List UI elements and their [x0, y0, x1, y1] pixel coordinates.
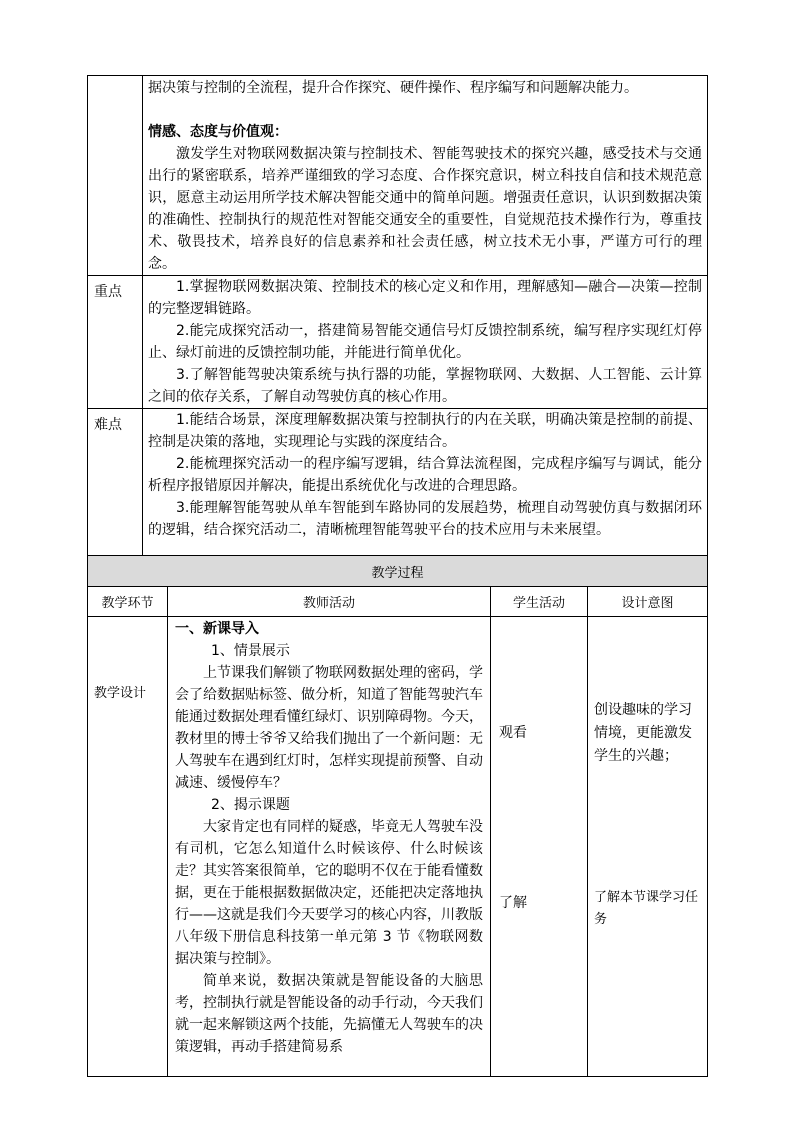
column-header-teacher: 教师活动: [168, 587, 491, 617]
difficult-point-item: 3.能理解智能驾驶从单车智能到车路协同的发展趋势，梳理自动驾驶仿真与数据闭环的逻辑，结合探究活动二，清晰梳理智能驾驶平台的技术应用与未来展望。: [148, 500, 702, 538]
teacher-paragraph: 简单来说，数据决策就是智能设备的大脑思考，控制执行就是智能设备的动手行动，今天我们就一起来解锁这两个技能，先搞懂无人驾驶车的决策逻辑，再动手搭建简易系: [175, 973, 483, 1055]
student-activity-cell: [491, 617, 588, 1077]
column-header-stage: 教学环节: [88, 587, 168, 617]
objectives-continuation: 据决策与控制的全流程，提升合作探究、硬件操作、程序编写和问题解决能力。: [148, 80, 638, 96]
objectives-label-cell: [88, 76, 143, 276]
process-header-row: [88, 556, 708, 587]
teacher-activity-cell: [168, 617, 491, 1077]
lesson-plan-table: [87, 75, 708, 1077]
difficult-points-content: [143, 409, 708, 556]
difficult-points-row: [88, 409, 708, 556]
subheading-scene: 1、情景展示: [211, 643, 290, 659]
section-title-intro: 一、新课导入: [175, 621, 259, 637]
design-intent-cell: [588, 617, 708, 1077]
design-intent-engage: 创设趣味的学习情境，更能激发学生的兴趣；: [594, 702, 692, 764]
emotion-title: 情感、态度与价值观：: [148, 124, 288, 140]
difficult-point-item: 1.能结合场景，深度理解数据决策与控制执行的内在关联，明确决策是控制的前提、控制是决策的落地，实现理论与实践的深度结合。: [148, 412, 702, 450]
objectives-content: [143, 76, 708, 276]
column-header-row: [88, 587, 708, 617]
key-points-label: 重点: [88, 276, 143, 409]
process-body-row: [88, 617, 708, 1077]
key-point-item: 3.了解智能驾驶决策系统与执行器的功能，掌握物联网、大数据、人工智能、云计算之间的依存关系，了解自动驾驶仿真的核心作用。: [148, 367, 702, 405]
key-points-content: [143, 276, 708, 409]
student-activity-understand: 了解: [499, 895, 527, 911]
column-header-student: 学生活动: [491, 587, 588, 617]
key-point-item: 1.掌握物联网数据决策、控制技术的核心定义和作用，理解感知—融合—决策—控制的完整逻辑链路。: [148, 279, 702, 317]
student-activity-watch: 观看: [499, 725, 527, 741]
design-intent-task: 了解本节课学习任务: [594, 890, 699, 927]
objectives-row: [88, 76, 708, 276]
teacher-paragraph: 上节课我们解锁了物联网数据处理的密码，学会了给数据贴标签、做分析，知道了智能驾驶汽车能通过数据处理看懂红绿灯、识别障碍物。今天，教材里的博士爷爷又给我们抛出了一个新问题：无人驾驶车在遇到红灯时，怎样实现提前预警、自动减速、缓慢停车？: [175, 665, 483, 791]
stage-cell: [88, 617, 168, 1077]
stage-label: 教学设计: [94, 686, 147, 701]
emotion-text: 激发学生对物联网数据决策与控制技术、智能驾驶技术的探究兴趣，感受技术与交通出行的紧密联系，培养严谨细致的学习态度、合作探究意识，树立科技自信和技术规范意识，愿意主动运用所学技术解决智能交通中的简单问题。增强责任意识，认识到数据决策的准确性、控制执行的规范性对智能交通安全的重要性，自觉规范技术操作行为，尊重技术、敬畏技术，培养良好的信息素养和社会责任感，树立技术无小事，严谨方可行的理念。: [148, 146, 702, 272]
key-point-item: 2.能完成探究活动一，搭建简易智能交通信号灯反馈控制系统，编写程序实现红灯停止、绿灯前进的反馈控制功能，并能进行简单优化。: [148, 323, 702, 361]
difficult-points-label: 难点: [88, 409, 143, 556]
process-title: 教学过程: [88, 556, 708, 587]
key-points-row: [88, 276, 708, 409]
difficult-point-item: 2.能梳理探究活动一的程序编写逻辑，结合算法流程图，完成程序编写与调试，能分析程序报错原因并解决，能提出系统优化与改进的合理思路。: [148, 456, 702, 494]
column-header-intent: 设计意图: [588, 587, 708, 617]
subheading-topic: 2、揭示课题: [211, 797, 290, 813]
teacher-paragraph: 大家肯定也有同样的疑惑，毕竟无人驾驶车没有司机，它怎么知道什么时候该停、什么时候该走？其实答案很简单，它的聪明不仅在于能看懂数据，更在于能根据数据做决定，还能把决定落地执行——这就是我们今天要学习的核心内容，川教版八年级下册信息科技第一单元第 3 节《物联网数据决策与控制》。: [175, 819, 483, 967]
